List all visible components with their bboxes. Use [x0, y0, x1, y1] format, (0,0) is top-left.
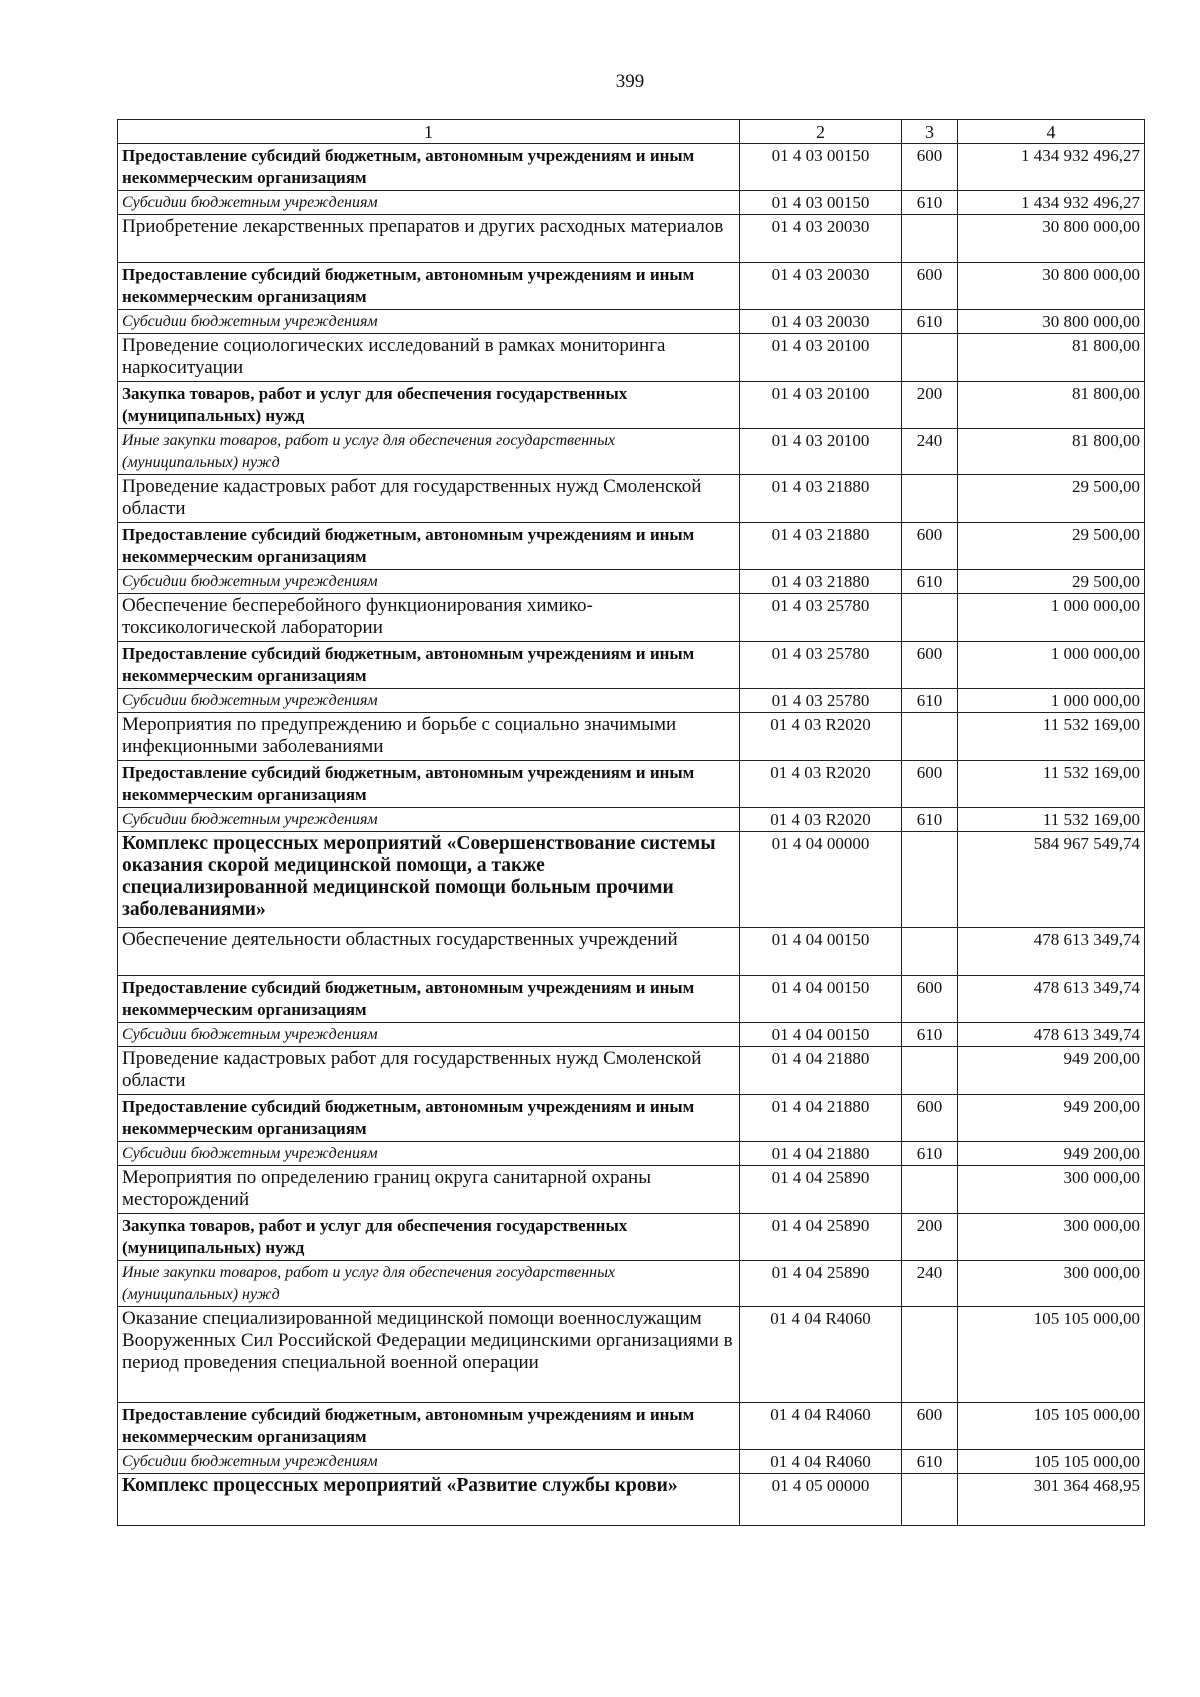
row-amount: 81 800,00	[958, 382, 1145, 429]
row-kind	[902, 713, 958, 761]
table-row	[118, 310, 1145, 334]
row-kind	[902, 334, 958, 382]
row-name: Предоставление субсидий бюджетным, автономным учреждениям и иным некоммерческим организациям	[118, 642, 740, 689]
table-row	[118, 191, 1145, 215]
row-code: 01 4 04 R4060	[740, 1450, 902, 1474]
row-name: Комплекс процессных мероприятий «Развитие службы крови»	[118, 1474, 740, 1526]
row-name: Предоставление субсидий бюджетным, автономным учреждениям и иным некоммерческим организациям	[118, 1403, 740, 1450]
row-kind	[902, 928, 958, 976]
row-code: 01 4 03 20100	[740, 382, 902, 429]
row-code: 01 4 03 R2020	[740, 713, 902, 761]
row-code: 01 4 03 20100	[740, 429, 902, 475]
table-row	[118, 642, 1145, 689]
row-code: 01 4 03 20030	[740, 263, 902, 310]
row-code: 01 4 04 00000	[740, 832, 902, 928]
row-name: Комплекс процессных мероприятий «Совершенствование системы оказания скорой медицинской помощи, а также специализированной медицинской помощи больным прочими заболеваниями»	[118, 832, 740, 928]
row-kind: 600	[902, 144, 958, 191]
row-name: Приобретение лекарственных препаратов и других расходных материалов	[118, 215, 740, 263]
table-row	[118, 1023, 1145, 1047]
row-amount: 11 532 169,00	[958, 808, 1145, 832]
table-row	[118, 1047, 1145, 1095]
row-kind: 600	[902, 976, 958, 1023]
row-name: Мероприятия по предупреждению и борьбе с социально значимыми инфекционными заболеваниями	[118, 713, 740, 761]
row-amount: 301 364 468,95	[958, 1474, 1145, 1526]
row-kind: 600	[902, 1095, 958, 1142]
row-code: 01 4 03 R2020	[740, 761, 902, 808]
row-amount: 478 613 349,74	[958, 976, 1145, 1023]
table-body	[118, 120, 1145, 1526]
table-row	[118, 976, 1145, 1023]
row-amount: 81 800,00	[958, 429, 1145, 475]
row-name: Субсидии бюджетным учреждениям	[118, 689, 740, 713]
row-code: 01 4 04 21880	[740, 1142, 902, 1166]
row-amount: 105 105 000,00	[958, 1307, 1145, 1403]
row-code: 01 4 03 25780	[740, 642, 902, 689]
row-amount: 478 613 349,74	[958, 1023, 1145, 1047]
column-header-4: 4	[958, 120, 1145, 144]
row-kind	[902, 1047, 958, 1095]
row-code: 01 4 04 25890	[740, 1214, 902, 1261]
row-code: 01 4 04 R4060	[740, 1403, 902, 1450]
row-kind	[902, 215, 958, 263]
row-kind	[902, 1166, 958, 1214]
table-row	[118, 1214, 1145, 1261]
table-row	[118, 689, 1145, 713]
row-name: Обеспечение бесперебойного функционирования химико-токсикологической лаборатории	[118, 594, 740, 642]
table-row	[118, 523, 1145, 570]
table-row	[118, 334, 1145, 382]
row-name: Предоставление субсидий бюджетным, автономным учреждениям и иным некоммерческим организациям	[118, 523, 740, 570]
row-code: 01 4 04 R4060	[740, 1307, 902, 1403]
row-kind	[902, 594, 958, 642]
row-kind: 600	[902, 642, 958, 689]
table-row	[118, 1166, 1145, 1214]
row-amount: 1 434 932 496,27	[958, 191, 1145, 215]
row-name: Предоставление субсидий бюджетным, автономным учреждениям и иным некоммерческим организациям	[118, 761, 740, 808]
column-header-3: 3	[902, 120, 958, 144]
table-row	[118, 215, 1145, 263]
row-name: Предоставление субсидий бюджетным, автономным учреждениям и иным некоммерческим организациям	[118, 976, 740, 1023]
row-code: 01 4 04 25890	[740, 1261, 902, 1307]
row-amount: 11 532 169,00	[958, 761, 1145, 808]
row-code: 01 4 04 00150	[740, 976, 902, 1023]
row-kind: 610	[902, 570, 958, 594]
row-name: Проведение социологических исследований в рамках мониторинга наркоситуации	[118, 334, 740, 382]
row-kind	[902, 475, 958, 523]
row-code: 01 4 03 25780	[740, 689, 902, 713]
column-header-1: 1	[118, 120, 740, 144]
row-kind	[902, 1307, 958, 1403]
row-kind	[902, 1474, 958, 1526]
row-amount: 949 200,00	[958, 1095, 1145, 1142]
row-code: 01 4 04 00150	[740, 928, 902, 976]
row-kind: 600	[902, 523, 958, 570]
table-row	[118, 928, 1145, 976]
row-name: Субсидии бюджетным учреждениям	[118, 570, 740, 594]
row-amount: 949 200,00	[958, 1047, 1145, 1095]
table-row	[118, 1095, 1145, 1142]
row-code: 01 4 03 21880	[740, 523, 902, 570]
row-amount: 300 000,00	[958, 1214, 1145, 1261]
table-row	[118, 570, 1145, 594]
row-name: Субсидии бюджетным учреждениям	[118, 310, 740, 334]
row-amount: 300 000,00	[958, 1166, 1145, 1214]
row-kind: 610	[902, 689, 958, 713]
row-name: Проведение кадастровых работ для государственных нужд Смоленской области	[118, 475, 740, 523]
row-code: 01 4 03 25780	[740, 594, 902, 642]
row-name: Проведение кадастровых работ для государственных нужд Смоленской области	[118, 1047, 740, 1095]
table-row	[118, 1450, 1145, 1474]
row-kind: 600	[902, 1403, 958, 1450]
row-amount: 105 105 000,00	[958, 1450, 1145, 1474]
header-row	[118, 120, 1145, 144]
row-amount: 29 500,00	[958, 523, 1145, 570]
table-row	[118, 808, 1145, 832]
table-row	[118, 1261, 1145, 1307]
row-code: 01 4 04 21880	[740, 1047, 902, 1095]
row-name: Предоставление субсидий бюджетным, автономным учреждениям и иным некоммерческим организациям	[118, 1095, 740, 1142]
row-code: 01 4 04 25890	[740, 1166, 902, 1214]
table-row	[118, 1307, 1145, 1403]
row-code: 01 4 04 21880	[740, 1095, 902, 1142]
row-name: Предоставление субсидий бюджетным, автономным учреждениям и иным некоммерческим организациям	[118, 263, 740, 310]
row-name: Субсидии бюджетным учреждениям	[118, 1142, 740, 1166]
row-amount: 105 105 000,00	[958, 1403, 1145, 1450]
row-amount: 1 000 000,00	[958, 689, 1145, 713]
row-kind: 610	[902, 191, 958, 215]
row-code: 01 4 03 00150	[740, 144, 902, 191]
row-code: 01 4 03 20030	[740, 215, 902, 263]
row-name: Предоставление субсидий бюджетным, автономным учреждениям и иным некоммерческим организациям	[118, 144, 740, 191]
row-amount: 1 000 000,00	[958, 594, 1145, 642]
row-amount: 29 500,00	[958, 475, 1145, 523]
table-row	[118, 1403, 1145, 1450]
table-row	[118, 263, 1145, 310]
row-name: Закупка товаров, работ и услуг для обеспечения государственных (муниципальных) нужд	[118, 382, 740, 429]
row-amount: 478 613 349,74	[958, 928, 1145, 976]
row-kind: 610	[902, 1023, 958, 1047]
row-kind: 200	[902, 382, 958, 429]
row-amount: 949 200,00	[958, 1142, 1145, 1166]
table-row	[118, 475, 1145, 523]
table-row	[118, 594, 1145, 642]
table-row	[118, 1474, 1145, 1526]
row-kind: 610	[902, 808, 958, 832]
row-amount: 30 800 000,00	[958, 215, 1145, 263]
page-number: 399	[615, 71, 645, 92]
table-row	[118, 713, 1145, 761]
row-amount: 584 967 549,74	[958, 832, 1145, 928]
column-header-2: 2	[740, 120, 902, 144]
row-name: Мероприятия по определению границ округа санитарной охраны месторождений	[118, 1166, 740, 1214]
row-kind	[902, 832, 958, 928]
row-name: Иные закупки товаров, работ и услуг для обеспечения государственных (муниципальных) нужд	[118, 429, 740, 475]
row-code: 01 4 03 00150	[740, 191, 902, 215]
row-name: Закупка товаров, работ и услуг для обеспечения государственных (муниципальных) нужд	[118, 1214, 740, 1261]
table-row	[118, 1142, 1145, 1166]
row-code: 01 4 04 00150	[740, 1023, 902, 1047]
row-name: Оказание специализированной медицинской помощи военнослужащим Вооруженных Сил Российской Федерации медицинскими организациями в период проведения специальной военной операции	[118, 1307, 740, 1403]
table-row	[118, 832, 1145, 928]
row-amount: 30 800 000,00	[958, 263, 1145, 310]
row-kind: 600	[902, 761, 958, 808]
row-amount: 300 000,00	[958, 1261, 1145, 1307]
row-kind: 600	[902, 263, 958, 310]
row-code: 01 4 03 21880	[740, 475, 902, 523]
row-name: Субсидии бюджетным учреждениям	[118, 1023, 740, 1047]
table-row	[118, 144, 1145, 191]
row-amount: 29 500,00	[958, 570, 1145, 594]
row-name: Субсидии бюджетным учреждениям	[118, 1450, 740, 1474]
row-kind: 610	[902, 1142, 958, 1166]
row-code: 01 4 05 00000	[740, 1474, 902, 1526]
row-amount: 1 434 932 496,27	[958, 144, 1145, 191]
row-code: 01 4 03 R2020	[740, 808, 902, 832]
row-name: Субсидии бюджетным учреждениям	[118, 191, 740, 215]
row-amount: 1 000 000,00	[958, 642, 1145, 689]
row-kind: 240	[902, 1261, 958, 1307]
row-code: 01 4 03 21880	[740, 570, 902, 594]
row-amount: 11 532 169,00	[958, 713, 1145, 761]
budget-table	[117, 119, 1145, 1526]
row-amount: 81 800,00	[958, 334, 1145, 382]
row-name: Обеспечение деятельности областных государственных учреждений	[118, 928, 740, 976]
table-row	[118, 429, 1145, 475]
row-kind: 610	[902, 1450, 958, 1474]
row-kind: 240	[902, 429, 958, 475]
row-name: Субсидии бюджетным учреждениям	[118, 808, 740, 832]
row-code: 01 4 03 20100	[740, 334, 902, 382]
table-row	[118, 761, 1145, 808]
row-kind: 200	[902, 1214, 958, 1261]
row-kind: 610	[902, 310, 958, 334]
row-amount: 30 800 000,00	[958, 310, 1145, 334]
row-name: Иные закупки товаров, работ и услуг для обеспечения государственных (муниципальных) нужд	[118, 1261, 740, 1307]
table-row	[118, 382, 1145, 429]
row-code: 01 4 03 20030	[740, 310, 902, 334]
